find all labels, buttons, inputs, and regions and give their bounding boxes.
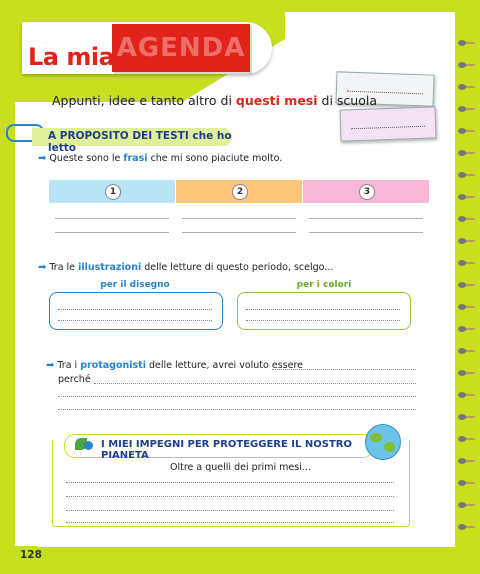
write-line[interactable] <box>55 232 169 233</box>
write-line[interactable] <box>58 309 212 310</box>
drop-icon <box>84 441 93 450</box>
drawing-box[interactable] <box>49 292 223 330</box>
illustrations-highlight: illustrazioni <box>78 262 142 273</box>
illustrations-prompt: ➡ Tra le illustrazioni delle letture di questo periodo, scelgo... <box>38 262 334 273</box>
colors-box-label: per i colori <box>292 280 356 292</box>
column-number-3: 3 <box>359 184 375 200</box>
arrow-right-icon: ➡ <box>38 262 47 273</box>
colors-box[interactable] <box>237 292 411 330</box>
write-line[interactable] <box>66 496 394 497</box>
sticky-note-2 <box>339 106 436 141</box>
phrase-column-3 <box>303 180 429 203</box>
write-line[interactable] <box>58 396 416 397</box>
subtitle-text-2: di scuola <box>317 93 377 108</box>
write-line[interactable] <box>55 218 169 219</box>
phrase-column-2 <box>176 180 302 203</box>
arrow-right-icon: ➡ <box>38 153 47 164</box>
page-number-tab <box>0 546 45 566</box>
write-line[interactable] <box>94 383 416 384</box>
agenda-stamp-text: AGENDA <box>116 33 246 63</box>
planet-intro: Oltre a quelli dei primi mesi... <box>170 462 311 473</box>
write-line[interactable] <box>309 232 423 233</box>
planet-commitments-heading <box>64 434 374 461</box>
write-line[interactable] <box>182 218 296 219</box>
protagonists-prompt: ➡ Tra i protagonisti delle letture, avrei voluto essere <box>46 360 303 371</box>
globe-icon <box>365 424 401 460</box>
write-line[interactable] <box>309 218 423 219</box>
section-heading-texts-label: A PROPOSITO DEI TESTI che ho letto <box>48 130 232 154</box>
write-line[interactable] <box>272 369 416 370</box>
arrow-right-icon: ➡ <box>46 360 55 371</box>
write-line[interactable] <box>182 232 296 233</box>
page-number: 128 <box>20 549 42 561</box>
page-subtitle <box>52 93 377 108</box>
drawing-box-label: per il disegno <box>95 280 175 292</box>
planet-commitments-heading-label: I MIEI IMPEGNI PER PROTEGGERE IL NOSTRO PIANETA <box>101 439 352 461</box>
subtitle-text-1: Appunti, idee e tanto altro di <box>52 93 236 108</box>
because-label: perché <box>58 374 91 385</box>
write-line[interactable] <box>66 482 394 483</box>
section-heading-texts <box>32 128 232 154</box>
write-line[interactable] <box>246 309 400 310</box>
write-line[interactable] <box>58 409 416 410</box>
protagonists-highlight: protagonisti <box>80 360 146 371</box>
write-line[interactable] <box>66 522 394 523</box>
write-line[interactable] <box>66 510 394 511</box>
write-line[interactable] <box>58 320 212 321</box>
page-title: La mia <box>28 43 115 71</box>
column-number-1: 1 <box>105 184 121 200</box>
phrases-prompt: ➡ Queste sono le frasi che mi sono piaciute molto. <box>38 153 283 164</box>
subtitle-highlight: questi mesi <box>235 93 318 108</box>
column-number-2: 2 <box>232 184 248 200</box>
phrases-highlight: frasi <box>123 153 148 164</box>
phrase-column-1 <box>49 180 175 203</box>
write-line[interactable] <box>246 320 400 321</box>
